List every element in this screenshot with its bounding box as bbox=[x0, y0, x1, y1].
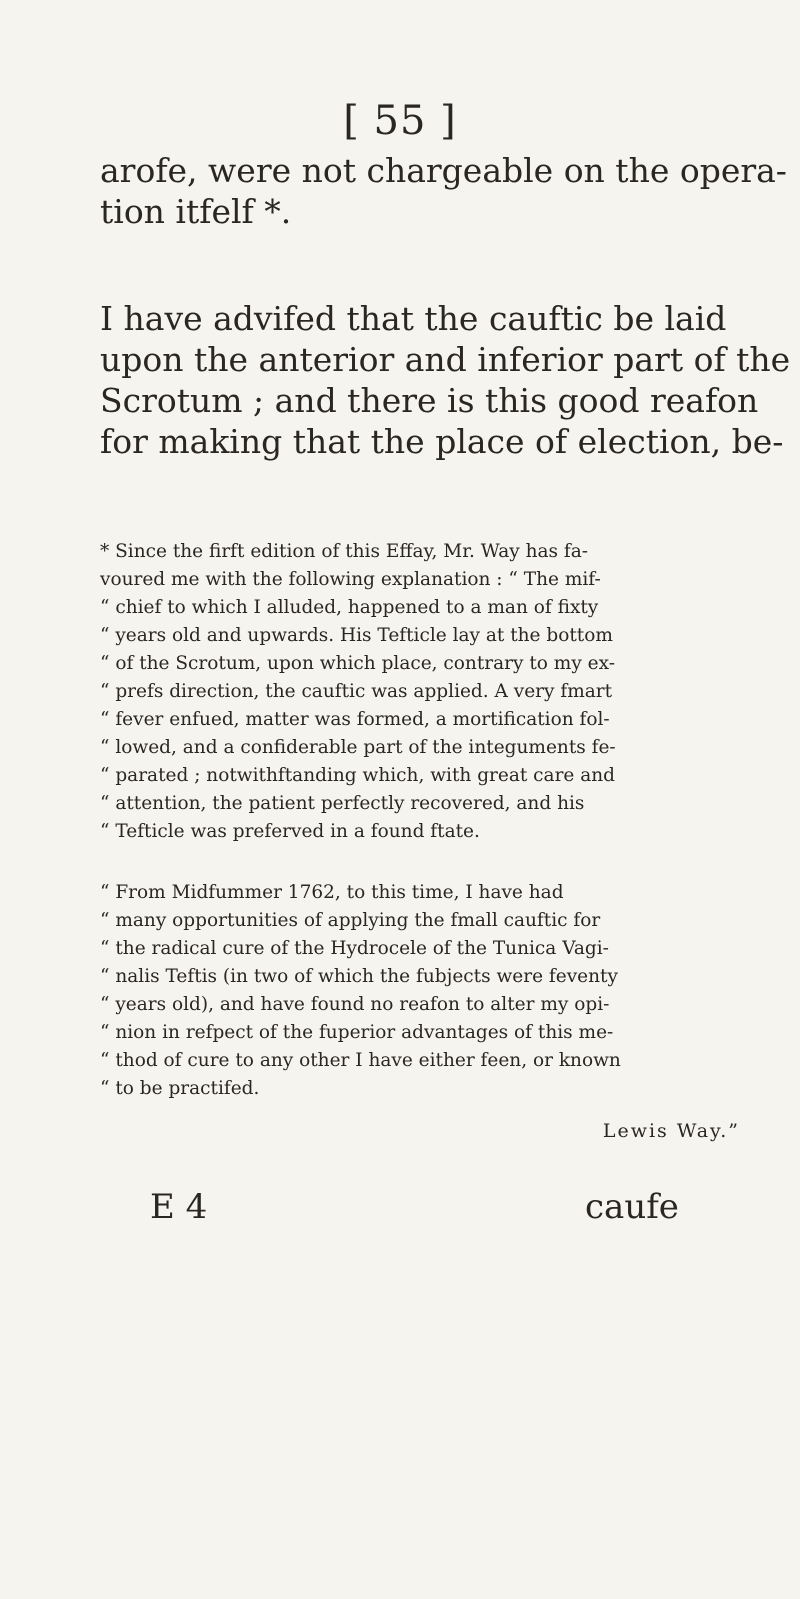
main-line: for making that the place of election, be- bbox=[100, 422, 784, 461]
main-line: I have advifed that the cauftic be laid bbox=[100, 299, 727, 338]
main-line: Scrotum ; and there is this good reafon bbox=[100, 381, 759, 420]
main-line: arofe, were not chargeable on the opera- bbox=[100, 151, 787, 190]
footnote-line: voured me with the following explanation : “ The mif- bbox=[100, 569, 601, 590]
footnote-line: “ the radical cure of the Hydrocele of the Tunica Vagi- bbox=[100, 938, 609, 959]
footnote-paragraph-1 bbox=[100, 538, 740, 846]
main-line: upon the anterior and inferior part of the bbox=[100, 340, 791, 379]
footnote-line: “ chief to which I alluded, happened to a man of fixty bbox=[100, 597, 599, 618]
footnote-line: “ fever enfued, matter was formed, a mortification fol- bbox=[100, 709, 610, 730]
footnote-paragraph-2 bbox=[100, 879, 740, 1103]
main-paragraph-1 bbox=[100, 150, 787, 232]
footnote-line: “ to be practifed. bbox=[100, 1078, 260, 1099]
footnote-line: * Since the firft edition of this Effay, Mr. Way has fa- bbox=[100, 541, 589, 562]
page-number: [ 55 ] bbox=[343, 98, 457, 144]
main-paragraph-2 bbox=[100, 298, 791, 462]
footnote-line: “ Tefticle was preferved in a found ftate. bbox=[100, 821, 480, 842]
signature-mark: E 4 bbox=[150, 1187, 208, 1227]
catchword: caufe bbox=[585, 1187, 679, 1227]
footnote-line: “ years old and upwards. His Tefticle lay at the bottom bbox=[100, 625, 613, 646]
footnote-line: “ lowed, and a confiderable part of the integuments fe- bbox=[100, 737, 616, 758]
signature: Lewis Way.” bbox=[602, 1120, 740, 1142]
footnote-line: “ nalis Teftis (in two of which the fubjects were feventy bbox=[100, 966, 618, 987]
footnote-line: “ parated ; notwithftanding which, with great care and bbox=[100, 765, 616, 786]
footnote-line: “ prefs direction, the cauftic was applied. A very fmart bbox=[100, 681, 613, 702]
footnote-line: “ years old), and have found no reafon to alter my opi- bbox=[100, 994, 610, 1015]
footnote-line: “ many opportunities of applying the fmall cauftic for bbox=[100, 910, 601, 931]
footnote-line: “ attention, the patient perfectly recovered, and his bbox=[100, 793, 585, 814]
footnote-line: “ From Midfummer 1762, to this time, I have had bbox=[100, 882, 564, 903]
main-line: tion itfelf *. bbox=[100, 192, 292, 231]
footnote-line: “ of the Scrotum, upon which place, contrary to my ex- bbox=[100, 653, 615, 674]
footnote-line: “ thod of cure to any other I have either feen, or known bbox=[100, 1050, 621, 1071]
footnote-line: “ nion in refpect of the fuperior advantages of this me- bbox=[100, 1022, 614, 1043]
